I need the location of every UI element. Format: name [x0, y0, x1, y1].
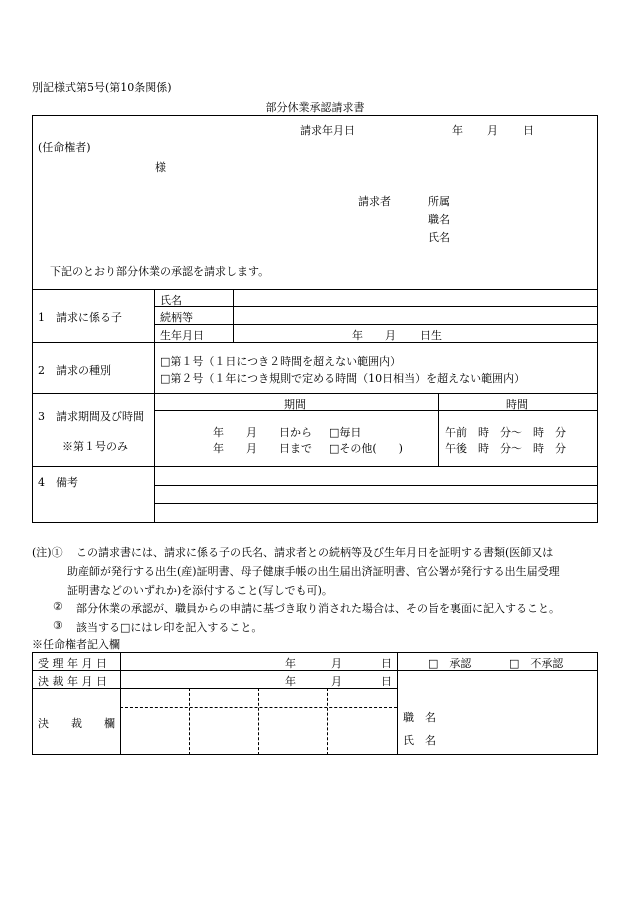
request-date-label: 請求年月日	[300, 124, 355, 137]
time-header: 時間	[506, 398, 528, 411]
approval-column-label: 決 裁 欄	[38, 717, 115, 730]
request-date-year: 年	[452, 124, 463, 137]
requester-label: 請求者	[358, 195, 391, 208]
requester-name: 氏名	[428, 231, 450, 244]
disapprove-option: □ 不承認	[509, 657, 564, 670]
section3-sublabel: ※第１号のみ	[62, 440, 128, 453]
note3: 該当する□にはレ印を記入すること。	[76, 621, 263, 634]
note2-marker: ②	[53, 600, 63, 613]
note2: 部分休業の承認が、職員からの申請に基づき取り消された場合は、その旨を裏面に記入すること。	[76, 602, 560, 615]
appointer-section-title: ※任命権者記入欄	[32, 638, 120, 651]
note1-line3: 証明書などのいずれか)を添付すること(写しでも可)。	[67, 584, 333, 597]
section1-label: 1 請求に係る子	[38, 311, 122, 324]
requester-affiliation: 所属	[428, 195, 450, 208]
daily-option: □毎日	[329, 426, 362, 439]
approver-position: 職 名	[403, 711, 436, 724]
form-title: 部分休業承認請求書	[265, 101, 365, 114]
request-date-day: 日	[523, 124, 534, 137]
approver-name: 氏 名	[403, 734, 436, 747]
am-time: 午前 時 分～ 時 分	[445, 426, 566, 439]
child-birth-label: 生年月日	[160, 329, 204, 342]
section4-label: 4 備考	[38, 476, 78, 489]
note1-line1: この請求書には、請求に係る子の氏名、請求者との続柄等及び生年月日を証明する書類(医師又は	[76, 546, 554, 559]
received-date-label: 受 理 年 月 日	[38, 657, 107, 670]
birth-day: 日生	[420, 329, 442, 342]
other-option: □その他( )	[329, 442, 403, 455]
request-date-month: 月	[487, 124, 498, 137]
section2-label: 2 請求の種別	[38, 364, 111, 377]
decided-month: 月	[331, 675, 342, 688]
received-day: 日	[381, 657, 392, 670]
option-type-2: □第２号（１年につき規則で定める時間（10日相当）を超えない範囲内）	[160, 372, 526, 385]
period-from: 年 月 日から	[213, 426, 312, 439]
period-to: 年 月 日まで	[213, 442, 312, 455]
approve-option: □ 承認	[428, 657, 472, 670]
received-month: 月	[331, 657, 342, 670]
intro-text: 下記のとおり部分休業の承認を請求します。	[50, 265, 270, 278]
child-name-label: 氏名	[160, 294, 182, 307]
decided-date-label: 決 裁 年 月 日	[38, 675, 107, 688]
decided-day: 日	[381, 675, 392, 688]
appointer-label: (任命権者)	[38, 141, 91, 154]
birth-year: 年	[352, 329, 363, 342]
requester-position: 職名	[428, 213, 450, 226]
appointer-honorific: 様	[155, 161, 166, 174]
form-number: 別記様式第5号(第10条関係)	[32, 81, 172, 94]
received-year: 年	[285, 657, 296, 670]
notes-prefix: (注)①	[32, 546, 63, 559]
birth-month: 月	[385, 329, 396, 342]
option-type-1: □第１号（１日につき２時間を超えない範囲内）	[160, 355, 402, 368]
note1-line2: 助産師が発行する出生(産)証明書、母子健康手帳の出生届出済証明書、官公署が発行する出生届受理	[67, 565, 560, 578]
child-relation-label: 続柄等	[160, 311, 193, 324]
pm-time: 午後 時 分～ 時 分	[445, 442, 566, 455]
note3-marker: ③	[53, 619, 63, 632]
period-header: 期間	[284, 398, 306, 411]
section3-label: 3 請求期間及び時間	[38, 410, 144, 423]
decided-year: 年	[285, 675, 296, 688]
